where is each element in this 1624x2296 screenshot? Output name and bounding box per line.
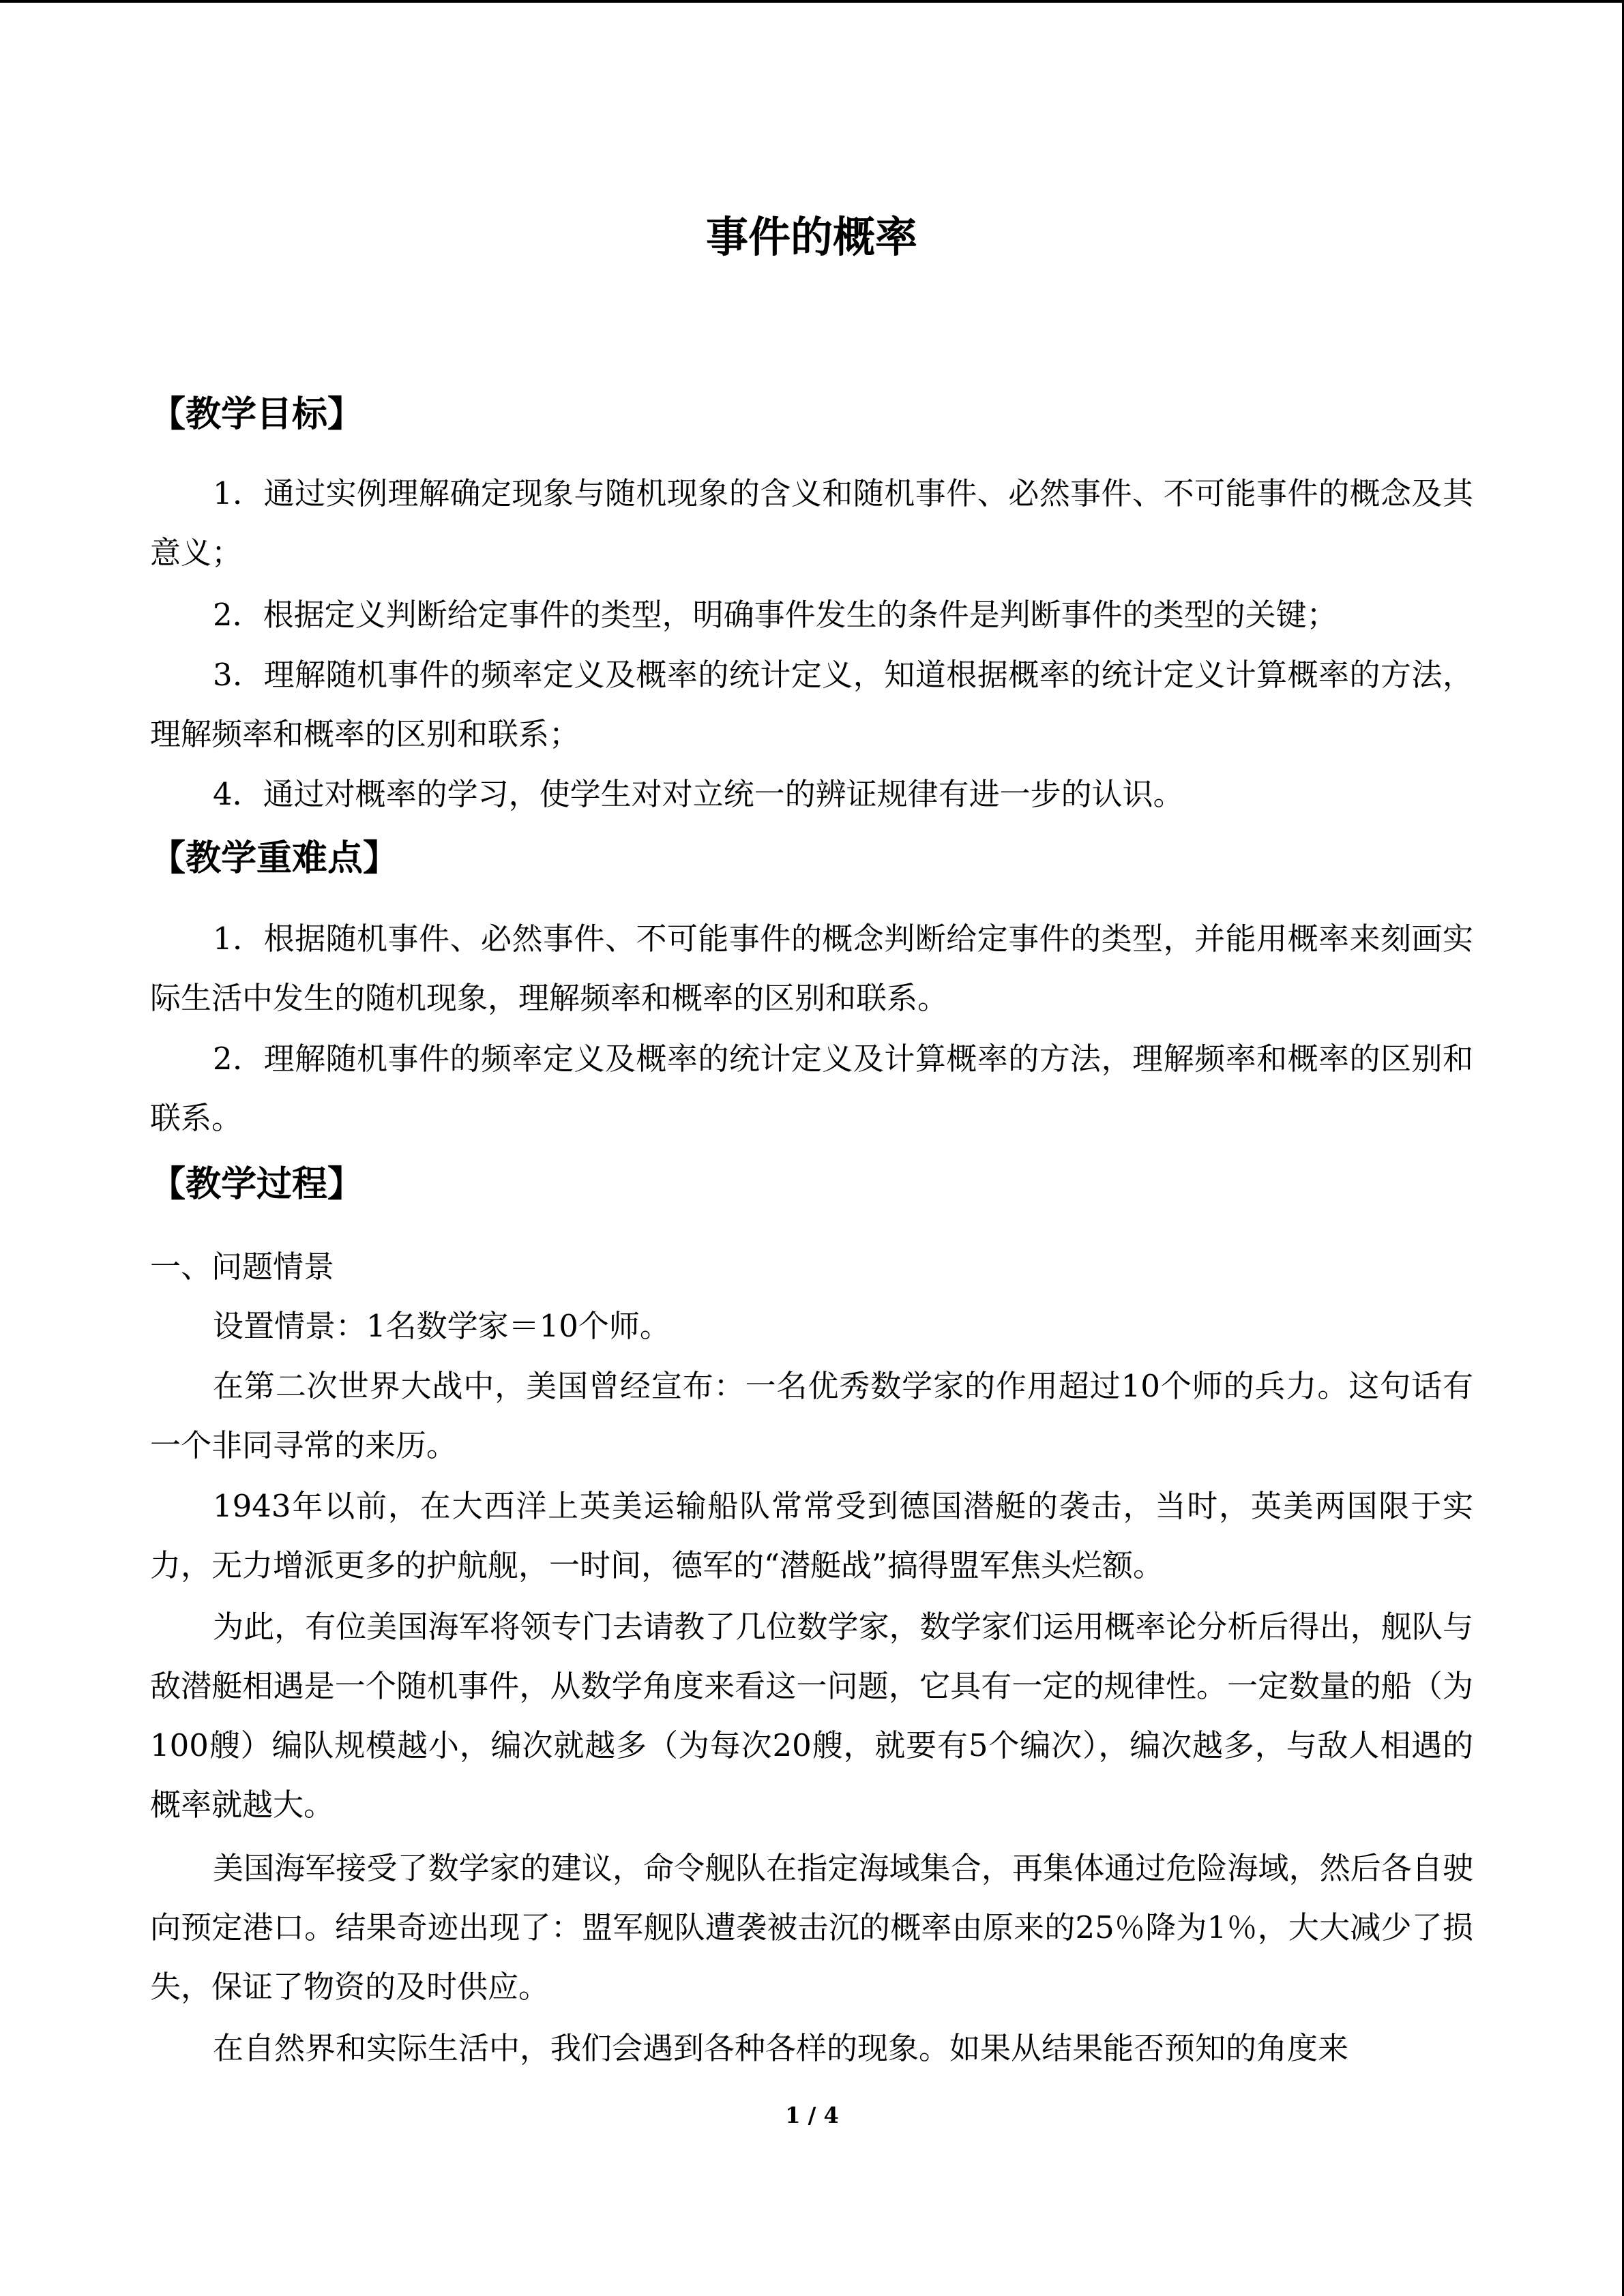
objective-item: 2．根据定义判断给定事件的类型，明确事件发生的条件是判断事件的类型的关键；: [213, 597, 1338, 633]
process-paragraph: 在第二次世界大战中，美国曾经宣布：一名优秀数学家的作用超过10个师的兵力。这句话有一个非同寻常的来历。: [150, 1368, 1473, 1463]
document-title: 事件的概率: [705, 212, 917, 262]
process-paragraph: 美国海军接受了数学家的建议，命令舰队在指定海域集合，再集体通过危险海域，然后各自驶向预定港口。结果奇迹出现了：盟军舰队遭袭被击沉的概率由原来的25％降为1％，大大减少了损失，保证了物资的及时供应。: [150, 1850, 1473, 2005]
process-paragraph: 1943年以前，在大西洋上英美运输船队常常受到德国潜艇的袭击，当时，英美两国限于实力，无力增派更多的护航舰，一时间，德军的“潜艇战”搞得盟军焦头烂额。: [150, 1488, 1473, 1583]
key-point-item: 1．根据随机事件、必然事件、不可能事件的概念判断给定事件的类型，并能用概率来刻画实际生活中发生的随机现象，理解频率和概率的区别和联系。: [150, 921, 1473, 1016]
process-subheading: 一、问题情景: [150, 1249, 335, 1285]
process-paragraph: 在自然界和实际生活中，我们会遇到各种各样的现象。如果从结果能否预知的角度来: [213, 2030, 1349, 2066]
key-point-item: 2．理解随机事件的频率定义及概率的统计定义及计算概率的方法，理解频率和概率的区别和联系。: [150, 1041, 1473, 1136]
section-heading-objectives: 【教学目标】: [150, 394, 364, 435]
objective-item: 3．理解随机事件的频率定义及概率的统计定义，知道根据概率的统计定义计算概率的方法，理解频率和概率的区别和联系；: [150, 657, 1473, 752]
process-paragraph: 设置情景：1名数学家＝10个师。: [213, 1308, 670, 1344]
objective-item: 1．通过实例理解确定现象与随机现象的含义和随机事件、必然事件、不可能事件的概念及其意义；: [150, 475, 1473, 571]
section-heading-key-points: 【教学重难点】: [150, 838, 399, 879]
process-paragraph: 为此，有位美国海军将领专门去请教了几位数学家，数学家们运用概率论分析后得出，舰队与敌潜艇相遇是一个随机事件，从数学角度来看这一问题，它具有一定的规律性。一定数量的船（为100艘）编队规模越小，编次就越多（为每次20艘，就要有5个编次），编次越多，与敌人相遇的概率就越大。: [150, 1609, 1473, 1823]
page-number: 1 / 4: [785, 2102, 839, 2128]
page-border-top: [0, 0, 1624, 3]
objective-item: 4．通过对概率的学习，使学生对对立统一的辨证规律有进一步的认识。: [213, 776, 1184, 812]
section-heading-process: 【教学过程】: [150, 1164, 364, 1205]
